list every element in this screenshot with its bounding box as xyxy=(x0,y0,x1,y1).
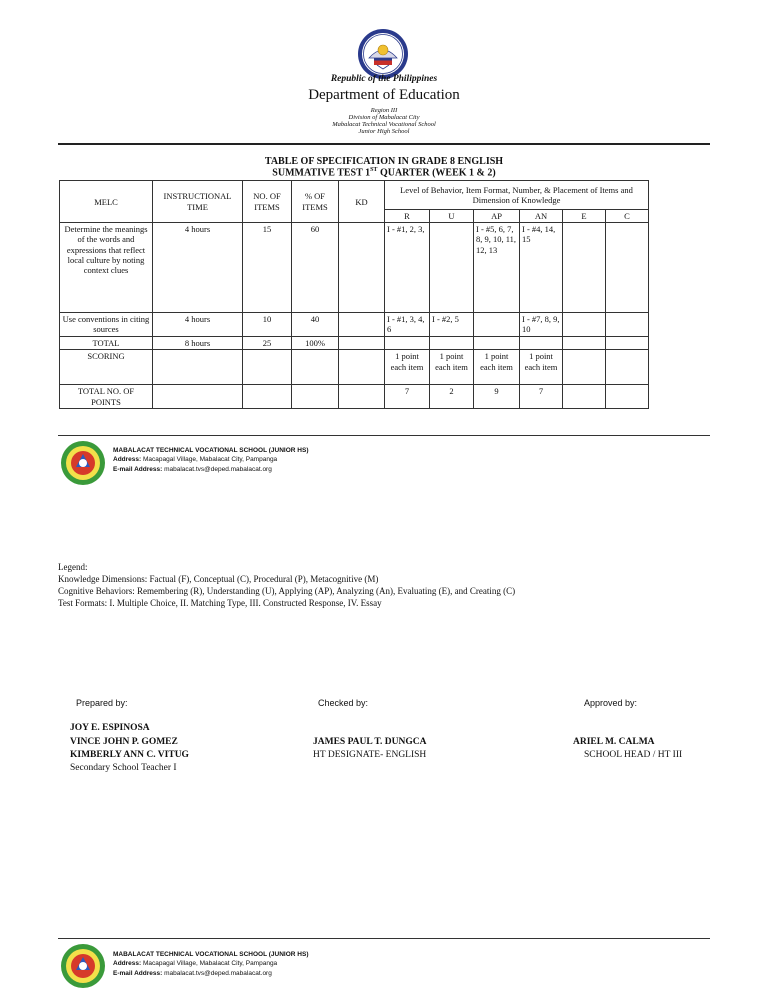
header-u: U xyxy=(430,210,474,223)
cell-kd xyxy=(339,313,385,337)
republic-text: Republic of the Philippines xyxy=(330,74,438,84)
school-logo-icon xyxy=(60,440,106,486)
cell-u: 1 point each item xyxy=(430,350,474,385)
header-items: NO. OF ITEMS xyxy=(243,181,292,223)
cell-items: 15 xyxy=(243,223,292,313)
header-e: E xyxy=(563,210,606,223)
subtitle-text: SUMMATIVE TEST 1 xyxy=(272,167,371,179)
email-label: E-mail Address: xyxy=(113,465,163,473)
school-info xyxy=(113,950,308,978)
cell-c xyxy=(606,385,649,408)
footer-divider xyxy=(58,435,710,436)
cell-melc: TOTAL xyxy=(60,337,153,350)
school-address xyxy=(113,959,308,968)
cell-percent: 40 xyxy=(292,313,339,337)
cell-items xyxy=(243,385,292,408)
cell-an: 7 xyxy=(520,385,563,408)
prepared-label: Prepared by: xyxy=(76,698,128,708)
footer-divider xyxy=(58,938,710,939)
cell-kd xyxy=(339,223,385,313)
cell-items: 10 xyxy=(243,313,292,337)
school-email xyxy=(113,465,308,474)
cell-an xyxy=(520,337,563,350)
cell-ap xyxy=(474,337,520,350)
cell-e xyxy=(563,385,606,408)
cell-items: 25 xyxy=(243,337,292,350)
division-text: Division of Mabalacat City xyxy=(348,114,420,121)
cell-an: 1 point each item xyxy=(520,350,563,385)
cell-u xyxy=(430,223,474,313)
table-row xyxy=(60,337,649,350)
tos-subtitle xyxy=(0,167,768,178)
approved-name: ARIEL M. CALMA xyxy=(573,737,655,747)
tos-title: TABLE OF SPECIFICATION IN GRADE 8 ENGLISH xyxy=(264,156,504,167)
subtitle-text-post: QUARTER (WEEK 1 & 2) xyxy=(377,167,496,179)
address-label: Address: xyxy=(113,960,142,968)
cell-melc: Determine the meanings of the words and expressions that reflect local culture by noting context clues xyxy=(60,223,153,313)
approved-label: Approved by: xyxy=(584,698,638,708)
cell-c xyxy=(606,337,649,350)
checked-name: JAMES PAUL T. DUNGCA xyxy=(313,737,427,747)
table-row xyxy=(60,385,649,408)
cell-r xyxy=(385,337,430,350)
cell-an: I - #4, 14, 15 xyxy=(520,223,563,313)
cell-c xyxy=(606,223,649,313)
deped-seal-icon xyxy=(357,28,409,80)
header-an: AN xyxy=(520,210,563,223)
cell-time: 4 hours xyxy=(153,223,243,313)
department-title: Department of Education xyxy=(308,87,460,103)
cell-percent: 100% xyxy=(292,337,339,350)
email-value: mabalacat.tvs@deped.mabalacat.org xyxy=(164,969,272,977)
cell-ap: I - #5, 6, 7, 8, 9, 10, 11, 12, 13 xyxy=(474,223,520,313)
level-text: Junior High School xyxy=(358,128,410,135)
checked-position: HT DESIGNATE- ENGLISH xyxy=(313,750,427,760)
school-name: MABALACAT TECHNICAL VOCATIONAL SCHOOL (JUNIOR HS) xyxy=(113,447,309,454)
cell-u: I - #2, 5 xyxy=(430,313,474,337)
cell-c xyxy=(606,350,649,385)
school-address xyxy=(113,455,308,464)
school-text: Mabalacat Technical Vocational School xyxy=(332,121,436,128)
approved-position: SCHOOL HEAD / HT III xyxy=(584,750,683,760)
cell-u: 2 xyxy=(430,385,474,408)
email-value: mabalacat.tvs@deped.mabalacat.org xyxy=(164,465,272,473)
prepared-position: Secondary School Teacher I xyxy=(70,763,177,773)
header-c: C xyxy=(606,210,649,223)
cell-time: 4 hours xyxy=(153,313,243,337)
cell-e xyxy=(563,223,606,313)
address-label: Address: xyxy=(113,456,142,464)
header-kd: KD xyxy=(339,181,385,223)
cell-e xyxy=(563,313,606,337)
cell-melc: TOTAL NO. OF POINTS xyxy=(60,385,153,408)
header-divider xyxy=(58,143,710,145)
cell-time xyxy=(153,350,243,385)
cell-percent xyxy=(292,350,339,385)
prepared-name-1: JOY E. ESPINOSA xyxy=(70,723,150,733)
cell-ap: 1 point each item xyxy=(474,350,520,385)
address-value: Macapagal Village, Mabalacat City, Pampanga xyxy=(143,960,278,968)
legend-formats: Test Formats: I. Multiple Choice, II. Matching Type, III. Constructed Response, IV. Essay xyxy=(58,597,382,608)
school-name: MABALACAT TECHNICAL VOCATIONAL SCHOOL (JUNIOR HS) xyxy=(113,951,309,958)
cell-r: 7 xyxy=(385,385,430,408)
school-email xyxy=(113,969,308,978)
header-level: Level of Behavior, Item Format, Number, & Placement of Items and Dimension of Knowledge xyxy=(385,181,649,210)
school-info xyxy=(113,446,308,474)
cell-kd xyxy=(339,350,385,385)
header-ap: AP xyxy=(474,210,520,223)
cell-r: I - #1, 3, 4, 6 xyxy=(385,313,430,337)
prepared-name-2: VINCE JOHN P. GOMEZ xyxy=(70,737,178,747)
prepared-name-3: KIMBERLY ANN C. VITUG xyxy=(70,750,189,760)
header-time: INSTRUCTIONAL TIME xyxy=(153,181,243,223)
legend-knowledge: Knowledge Dimensions: Factual (F), Conceptual (C), Procedural (P), Metacognitive (M) xyxy=(58,573,379,584)
cell-e xyxy=(563,350,606,385)
cell-percent: 60 xyxy=(292,223,339,313)
table-row xyxy=(60,223,649,313)
legend-cognitive: Cognitive Behaviors: Remembering (R), Understanding (U), Applying (AP), Analyzing (An), Evaluating (E), and Creating (C) xyxy=(58,585,516,596)
header-r: R xyxy=(385,210,430,223)
cell-ap: 9 xyxy=(474,385,520,408)
legend-title: Legend: xyxy=(58,562,88,572)
address-value: Macapagal Village, Mabalacat City, Pampanga xyxy=(143,456,278,464)
header-melc: MELC xyxy=(60,181,153,223)
cell-melc: Use conventions in citing sources xyxy=(60,313,153,337)
cell-time: 8 hours xyxy=(153,337,243,350)
school-logo-icon xyxy=(60,943,106,989)
checked-label: Checked by: xyxy=(318,698,369,708)
region-text: Region III xyxy=(370,107,398,114)
cell-kd xyxy=(339,385,385,408)
specification-table xyxy=(59,180,649,409)
email-label: E-mail Address: xyxy=(113,969,163,977)
subtitle-superscript: ST xyxy=(370,167,378,173)
legend xyxy=(58,562,515,610)
cell-an: I - #7, 8, 9, 10 xyxy=(520,313,563,337)
cell-kd xyxy=(339,337,385,350)
header-percent: % OF ITEMS xyxy=(292,181,339,223)
table-row xyxy=(60,313,649,337)
cell-items xyxy=(243,350,292,385)
cell-time xyxy=(153,385,243,408)
table-row xyxy=(60,350,649,385)
cell-percent xyxy=(292,385,339,408)
cell-melc: SCORING xyxy=(60,350,153,385)
cell-u xyxy=(430,337,474,350)
cell-r: I - #1, 2, 3, xyxy=(385,223,430,313)
cell-c xyxy=(606,313,649,337)
cell-e xyxy=(563,337,606,350)
cell-ap xyxy=(474,313,520,337)
cell-r: 1 point each item xyxy=(385,350,430,385)
